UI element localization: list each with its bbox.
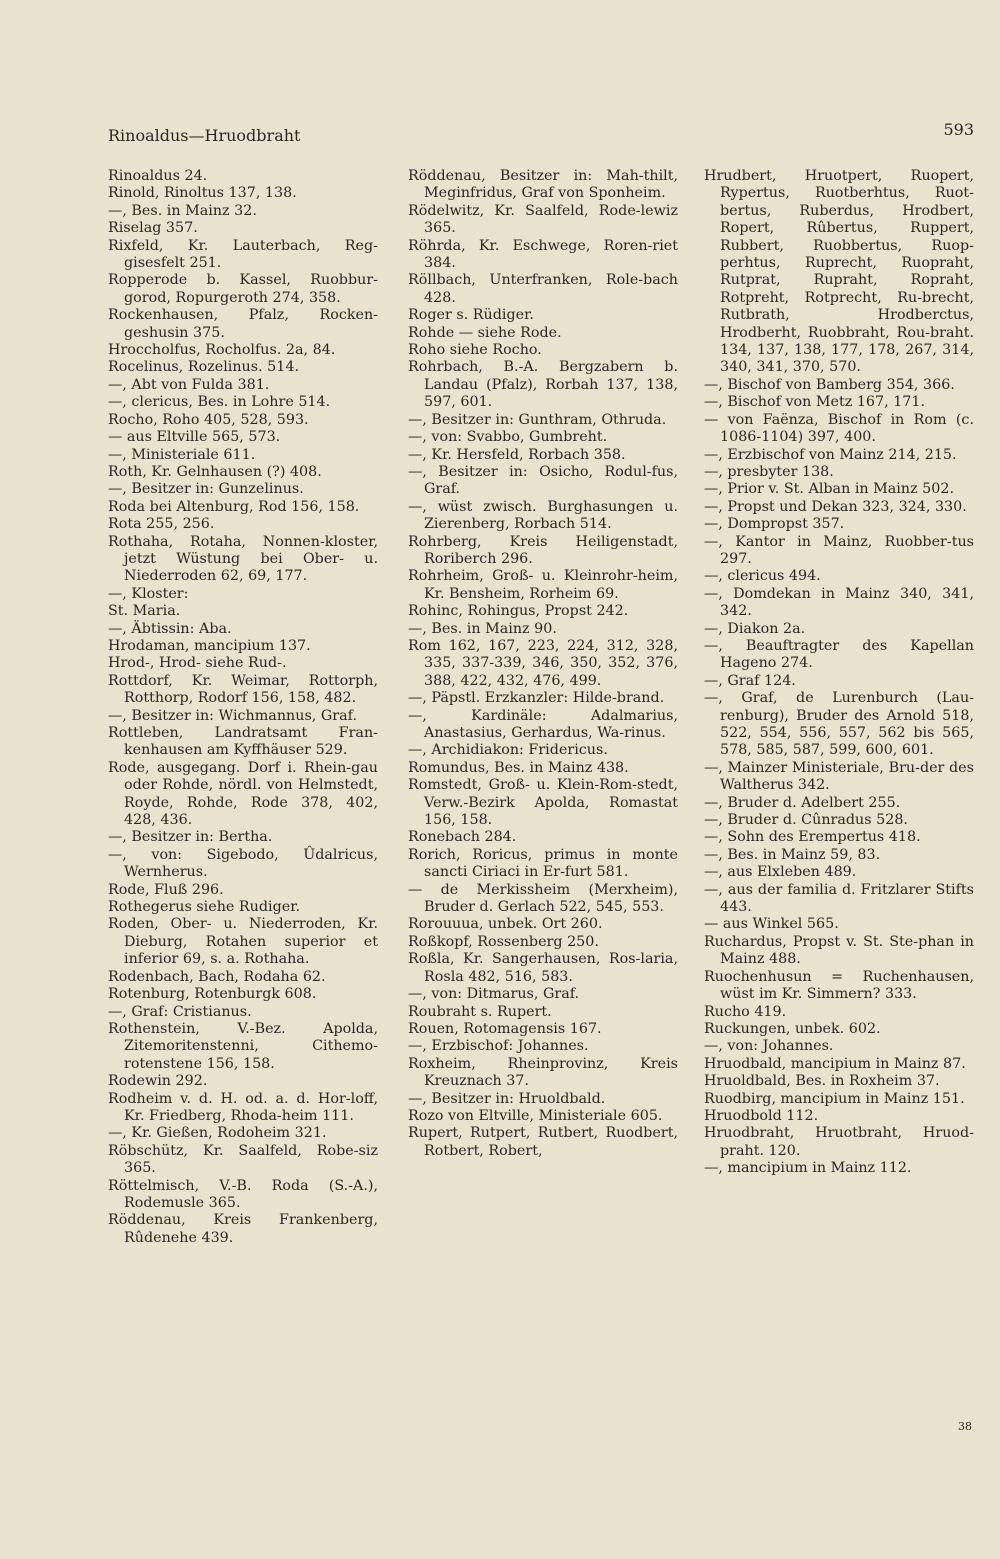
index-entry: Ruochenhusun = Ruchenhausen, wüst im Kr. Simmern? 333. bbox=[704, 968, 974, 1003]
index-entry: Roden, Ober- u. Niederroden, Kr. Dieburg, Rotahen superior et inferior 69, s. a. Rothaha. bbox=[108, 916, 378, 968]
index-entry: Rixfeld, Kr. Lauterbach, Reg-gisesfelt 251. bbox=[108, 237, 378, 272]
index-entry: Hruodbold 112. bbox=[704, 1107, 819, 1124]
index-entry: —, Kardinäle: Adalmarius, Anastasius, Gerhardus, Wa-rinus. bbox=[408, 707, 678, 741]
index-entry: Rozo von Eltville, Ministeriale 605. bbox=[408, 1107, 663, 1124]
index-entry: —, Sohn des Erempertus 418. bbox=[704, 829, 921, 846]
index-entry: —, Besitzer in: Bertha. bbox=[108, 829, 273, 846]
index-entry: Roger s. Rüdiger. bbox=[408, 307, 534, 324]
index-entry: Romstedt, Groß- u. Klein-Rom-stedt, Verw.-Bezirk Apolda, Romastat 156, 158. bbox=[408, 777, 678, 829]
index-entry: Rohrbach, B.-A. Bergzabern b. Landau (Pfalz), Rorbah 137, 138, 597, 601. bbox=[408, 359, 678, 411]
index-entry: Hruodbraht, Hruotbraht, Hruod-praht. 120. bbox=[704, 1125, 974, 1159]
index-entry: — aus Eltville 565, 573. bbox=[108, 429, 281, 446]
index-entry: Rothaha, Rotaha, Nonnen-kloster, jetzt Wüstung bei Ober- u. Niederroden 62, 69, 177. bbox=[108, 533, 378, 585]
index-entry: —, Domdekan in Mainz 340, 341, 342. bbox=[704, 585, 974, 620]
index-entry: Rinoaldus 24. bbox=[108, 168, 208, 184]
index-entry: Hrodaman, mancipium 137. bbox=[108, 637, 311, 654]
index-entry: —, Bes. in Mainz 59, 83. bbox=[704, 846, 881, 863]
index-entry: —, Äbtissin: Aba. bbox=[108, 620, 232, 637]
index-entry: —, Erzbischof von Mainz 214, 215. bbox=[704, 446, 957, 463]
index-entry: —, von: Sigebodo, Ûdalricus, Wernherus. bbox=[108, 846, 378, 881]
index-entry: —, Besitzer in: Gunzelinus. bbox=[108, 481, 304, 498]
index-entry: Hrudbert, Hruotpert, Ruopert, Rypertus, Ruotberhtus, Ruot-bertus, Ruberdus, Hrodbert, Ropert, Rûbertus, Ruppert, Rubbert, Ruobbertus, Ruop-perhtus, Ruprecht, Ruopraht, Rutprat, Rupraht, Ropraht, Rotpreht, Rotprecht, Ru-brecht, Rutbrath, Hrodberctus, Hrodberht, Ruobbraht, Rou-braht. 134, 137, 138, 177, 178, 267, 314, 340, 341, 370, 570. bbox=[704, 168, 974, 376]
index-entry: Rocho, Roho 405, 528, 593. bbox=[108, 411, 309, 428]
index-entry: —, von: Svabbo, Gumbreht. bbox=[408, 429, 608, 446]
index-entry: —, Propst und Dekan 323, 324, 330. bbox=[704, 498, 967, 515]
index-entry: Riselag 357. bbox=[108, 220, 198, 237]
index-entry: —, Bruder d. Cûnradus 528. bbox=[704, 812, 908, 829]
index-entry: Rotenburg, Rotenburgk 608. bbox=[108, 986, 317, 1003]
index-entry: —, Päpstl. Erzkanzler: Hilde-brand. bbox=[408, 690, 665, 707]
index-entry: Röhrda, Kr. Eschwege, Roren-riet 384. bbox=[408, 237, 678, 272]
index-entry: —, Besitzer in: Hruoldbald. bbox=[408, 1090, 606, 1107]
index-entry: Rota 255, 256. bbox=[108, 516, 215, 533]
index-entry: Ruodbirg, mancipium in Mainz 151. bbox=[704, 1090, 965, 1107]
index-entry: —, Diakon 2a. bbox=[704, 620, 806, 637]
index-entry: Ruckungen, unbek. 602. bbox=[704, 1020, 881, 1037]
index-entry: Roth, Kr. Gelnhausen (?) 408. bbox=[108, 463, 322, 480]
index-entry: Rödelwitz, Kr. Saalfeld, Rode-lewiz 365. bbox=[408, 202, 678, 237]
index-entry: —, Dompropst 357. bbox=[704, 516, 845, 533]
index-entry: —, Kr. Hersfeld, Rorbach 358. bbox=[408, 446, 626, 463]
index-entry: Röbschütz, Kr. Saalfeld, Robe-siz 365. bbox=[108, 1142, 378, 1177]
page-number: 593 bbox=[943, 120, 974, 139]
index-entry: —, Kloster: bbox=[108, 585, 189, 602]
index-entry: Hroccholfus, Rocholfus. 2a, 84. bbox=[108, 342, 336, 359]
index-entry: St. Maria. bbox=[108, 603, 181, 620]
index-entry: —, Besitzer in: Osicho, Rodul-fus, Graf. bbox=[408, 463, 678, 498]
index-entry: —, Kantor in Mainz, Ruobber-tus 297. bbox=[704, 533, 974, 567]
index-entry: —, clericus 494. bbox=[704, 568, 821, 585]
index-entry: —, Graf, de Lurenburch (Lau-renburg), Bruder des Arnold 518, 522, 554, 556, 557, 562 bis 565, 578, 585, 587, 599, 600, 601. bbox=[704, 690, 974, 759]
index-entry: Roubraht s. Rupert. bbox=[408, 1003, 552, 1020]
index-entry: Rohrberg, Kreis Heiligenstadt, Roriberch 296. bbox=[408, 533, 678, 567]
index-column-1 bbox=[108, 168, 378, 1247]
running-head bbox=[108, 120, 974, 150]
index-entry: — aus Winkel 565. bbox=[704, 916, 839, 933]
index-entry: Röddenau, Besitzer in: Mah-thilt, Meginfridus, Graf von Sponheim. bbox=[408, 168, 678, 202]
index-entry: Rothegerus siehe Rudiger. bbox=[108, 899, 301, 916]
index-entry: Rode, Fluß 296. bbox=[108, 881, 224, 898]
index-entry: —, Ministeriale 611. bbox=[108, 446, 256, 463]
index-entry: —, Abt von Fulda 381. bbox=[108, 376, 270, 393]
index-entry: Rohrheim, Groß- u. Kleinrohr-heim, Kr. Bensheim, Rorheim 69. bbox=[408, 568, 678, 602]
index-entry: Roxheim, Rheinprovinz, Kreis Kreuznach 37. bbox=[408, 1055, 678, 1090]
index-column-3 bbox=[704, 168, 974, 1178]
index-entry: —, Graf 124. bbox=[704, 672, 796, 689]
index-entry: —, Mainzer Ministeriale, Bru-der des Waltherus 342. bbox=[704, 759, 974, 794]
sheet-signature: 38 bbox=[958, 1420, 972, 1433]
index-entry: —, clericus, Bes. in Lohre 514. bbox=[108, 394, 331, 411]
index-entry: Romundus, Bes. in Mainz 438. bbox=[408, 759, 629, 776]
index-entry: —, wüst zwisch. Burghasungen u. Zierenberg, Rorbach 514. bbox=[408, 498, 678, 533]
index-entry: —, aus Elxleben 489. bbox=[704, 864, 857, 881]
index-entry: Roho siehe Rocho. bbox=[408, 342, 542, 359]
index-entry: Rupert, Rutpert, Rutbert, Ruodbert, Rotbert, Robert, bbox=[408, 1125, 678, 1159]
index-entry: Ropperode b. Kassel, Ruobbur-gorod, Ropurgeroth 274, 358. bbox=[108, 272, 378, 306]
index-entry: —, von: Johannes. bbox=[704, 1038, 834, 1055]
page-title: Rinoaldus—Hruodbraht bbox=[108, 126, 301, 145]
index-entry: —, Erzbischof: Johannes. bbox=[408, 1038, 589, 1055]
index-entry: Röttelmisch, V.-B. Roda (S.-A.), Rodemusle 365. bbox=[108, 1177, 378, 1211]
index-entry: Rottdorf, Kr. Weimar, Rottorph, Rotthorp, Rodorf 156, 158, 482. bbox=[108, 672, 378, 707]
index-entry: —, Besitzer in: Gunthram, Othruda. bbox=[408, 411, 667, 428]
index-entry: Röllbach, Unterfranken, Role-bach 428. bbox=[408, 272, 678, 306]
index-entry: Hrod-, Hrod- siehe Rud-. bbox=[108, 655, 287, 672]
index-entry: —, presbyter 138. bbox=[704, 463, 834, 480]
index-entry: —, Bruder d. Adelbert 255. bbox=[704, 794, 901, 811]
index-entry: Rorich, Roricus, primus in monte sancti Ciriaci in Er-furt 581. bbox=[408, 846, 678, 881]
index-entry: Roßla, Kr. Sangerhausen, Ros-laria, Rosla 482, 516, 583. bbox=[408, 951, 678, 985]
index-entry: Rocelinus, Rozelinus. 514. bbox=[108, 359, 300, 376]
index-entry: Rom 162, 167, 223, 224, 312, 328, 335, 337-339, 346, 350, 352, 376, 388, 422, 432, 476, 499. bbox=[408, 637, 678, 689]
index-entry: Rohde — siehe Rode. bbox=[408, 324, 562, 341]
index-entry: —, Bischof von Metz 167, 171. bbox=[704, 394, 926, 411]
index-entry: —, Graf: Cristianus. bbox=[108, 1003, 252, 1020]
index-entry: Rorouuua, unbek. Ort 260. bbox=[408, 916, 603, 933]
index-entry: Rucho 419. bbox=[704, 1003, 787, 1020]
index-entry: Rode, ausgegang. Dorf i. Rhein-gau oder Rohde, nördl. von Helmstedt, Royde, Rohde, Rode 378, 402, 428, 436. bbox=[108, 759, 378, 829]
index-entry: Rohinc, Rohingus, Propst 242. bbox=[408, 603, 629, 620]
index-entry: — von Faënza, Bischof in Rom (c. 1086-1104) 397, 400. bbox=[704, 411, 974, 446]
index-entry: —, Besitzer in: Wichmannus, Graf. bbox=[108, 707, 357, 724]
index-entry: —, aus der familia d. Fritzlarer Stifts 443. bbox=[704, 881, 974, 916]
index-entry: Roßkopf, Rossenberg 250. bbox=[408, 933, 599, 950]
index-entry: —, Bes. in Mainz 90. bbox=[408, 620, 557, 637]
index-entry: —, Archidiakon: Fridericus. bbox=[408, 742, 608, 759]
index-entry: Rodheim v. d. H. od. a. d. Hor-loff, Kr. Friedberg, Rhoda-heim 111. bbox=[108, 1090, 378, 1124]
index-entry: Rothenstein, V.-Bez. Apolda, Zitemoritenstenni, Cithemo-rotenstene 156, 158. bbox=[108, 1020, 378, 1072]
index-entry: Ronebach 284. bbox=[408, 829, 517, 846]
index-entry: —, Bes. in Mainz 32. bbox=[108, 202, 257, 219]
index-entry: — de Merkissheim (Merxheim), Bruder d. Gerlach 522, 545, 553. bbox=[408, 881, 678, 916]
index-entry: —, Beauftragter des Kapellan Hageno 274. bbox=[704, 637, 974, 672]
index-entry: Rinold, Rinoltus 137, 138. bbox=[108, 185, 297, 202]
index-entry: —, Prior v. St. Alban in Mainz 502. bbox=[704, 481, 954, 498]
index-entry: Rodewin 292. bbox=[108, 1073, 208, 1090]
index-entry: Rockenhausen, Pfalz, Rocken-geshusin 375. bbox=[108, 307, 378, 341]
index-entry: —, Bischof von Bamberg 354, 366. bbox=[704, 376, 955, 393]
index-entry: Rodenbach, Bach, Rodaha 62. bbox=[108, 968, 326, 985]
index-entry: Rottleben, Landratsamt Fran-kenhausen am Kyffhäuser 529. bbox=[108, 725, 378, 759]
index-entry: Röddenau, Kreis Frankenberg, Rûdenehe 439. bbox=[108, 1212, 378, 1246]
index-entry: Roda bei Altenburg, Rod 156, 158. bbox=[108, 498, 360, 515]
index-entry: —, von: Ditmarus, Graf. bbox=[408, 986, 580, 1003]
index-entry: Ruchardus, Propst v. St. Ste-phan in Mainz 488. bbox=[704, 933, 974, 968]
index-entry: Hruodbald, mancipium in Mainz 87. bbox=[704, 1055, 966, 1072]
index-entry: Hruoldbald, Bes. in Roxheim 37. bbox=[704, 1073, 940, 1090]
index-column-2 bbox=[408, 168, 678, 1160]
index-entry: —, mancipium in Mainz 112. bbox=[704, 1160, 912, 1177]
index-entry: Rouen, Rotomagensis 167. bbox=[408, 1020, 602, 1037]
index-entry: —, Kr. Gießen, Rodoheim 321. bbox=[108, 1125, 327, 1142]
